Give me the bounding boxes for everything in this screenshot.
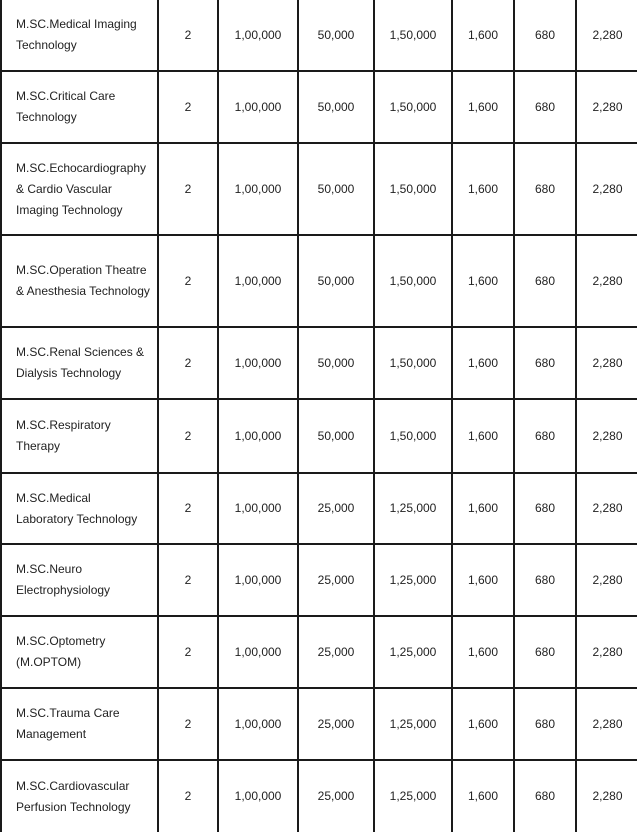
fee-c-cell: 2,280 [576,399,637,473]
table-row [1,760,637,832]
tuition-fee-cell: 1,00,000 [218,688,298,760]
total-fee-cell: 1,50,000 [374,399,452,473]
total-fee-cell: 1,25,000 [374,688,452,760]
fee-a-cell: 1,600 [452,327,514,399]
duration-cell: 2 [158,616,218,688]
fee-a-cell: 1,600 [452,0,514,71]
fee-c-cell: 2,280 [576,71,637,143]
course-name-cell: M.SC.Cardiovascular Perfusion Technology [1,760,158,832]
fee-c-cell: 2,280 [576,760,637,832]
fee-a-cell: 1,600 [452,143,514,235]
tuition-fee-cell: 1,00,000 [218,544,298,616]
fee-c-cell: 2,280 [576,327,637,399]
tuition-fee-cell: 1,00,000 [218,0,298,71]
other-fee-cell: 50,000 [298,235,374,327]
other-fee-cell: 50,000 [298,327,374,399]
table-row [1,327,637,399]
other-fee-cell: 25,000 [298,473,374,544]
table-row [1,143,637,235]
fee-a-cell: 1,600 [452,688,514,760]
fee-b-cell: 680 [514,760,576,832]
duration-cell: 2 [158,544,218,616]
duration-cell: 2 [158,235,218,327]
fee-c-cell: 2,280 [576,688,637,760]
course-name-cell: M.SC.Echocardiography & Cardio Vascular Imaging Technology [1,143,158,235]
fee-c-cell: 2,280 [576,0,637,71]
fee-b-cell: 680 [514,544,576,616]
fee-c-cell: 2,280 [576,143,637,235]
table-row [1,616,637,688]
fee-b-cell: 680 [514,0,576,71]
tuition-fee-cell: 1,00,000 [218,399,298,473]
fee-b-cell: 680 [514,143,576,235]
duration-cell: 2 [158,399,218,473]
course-name-cell: M.SC.Trauma Care Management [1,688,158,760]
fee-a-cell: 1,600 [452,399,514,473]
other-fee-cell: 25,000 [298,760,374,832]
fee-c-cell: 2,280 [576,473,637,544]
fee-a-cell: 1,600 [452,235,514,327]
fee-a-cell: 1,600 [452,71,514,143]
course-name-cell: M.SC.Neuro Electrophysiology [1,544,158,616]
table-row [1,71,637,143]
table-row [1,235,637,327]
other-fee-cell: 50,000 [298,0,374,71]
fee-c-cell: 2,280 [576,616,637,688]
table-row [1,399,637,473]
fee-b-cell: 680 [514,327,576,399]
other-fee-cell: 25,000 [298,616,374,688]
total-fee-cell: 1,50,000 [374,327,452,399]
total-fee-cell: 1,50,000 [374,71,452,143]
course-name-cell: M.SC.Respiratory Therapy [1,399,158,473]
tuition-fee-cell: 1,00,000 [218,143,298,235]
fee-b-cell: 680 [514,399,576,473]
fee-a-cell: 1,600 [452,760,514,832]
total-fee-cell: 1,25,000 [374,473,452,544]
course-name-cell: M.SC.Critical Care Technology [1,71,158,143]
course-name-cell: M.SC.Medical Imaging Technology [1,0,158,71]
table-row [1,544,637,616]
total-fee-cell: 1,25,000 [374,616,452,688]
fee-a-cell: 1,600 [452,544,514,616]
other-fee-cell: 50,000 [298,399,374,473]
tuition-fee-cell: 1,00,000 [218,616,298,688]
total-fee-cell: 1,50,000 [374,0,452,71]
fee-b-cell: 680 [514,71,576,143]
other-fee-cell: 25,000 [298,688,374,760]
other-fee-cell: 50,000 [298,71,374,143]
table-row [1,688,637,760]
total-fee-cell: 1,50,000 [374,235,452,327]
total-fee-cell: 1,25,000 [374,544,452,616]
other-fee-cell: 25,000 [298,544,374,616]
duration-cell: 2 [158,0,218,71]
fee-b-cell: 680 [514,473,576,544]
other-fee-cell: 50,000 [298,143,374,235]
course-name-cell: M.SC.Medical Laboratory Technology [1,473,158,544]
fee-b-cell: 680 [514,235,576,327]
duration-cell: 2 [158,473,218,544]
total-fee-cell: 1,25,000 [374,760,452,832]
fee-a-cell: 1,600 [452,616,514,688]
tuition-fee-cell: 1,00,000 [218,235,298,327]
duration-cell: 2 [158,760,218,832]
duration-cell: 2 [158,327,218,399]
table-row [1,473,637,544]
total-fee-cell: 1,50,000 [374,143,452,235]
fee-c-cell: 2,280 [576,544,637,616]
tuition-fee-cell: 1,00,000 [218,327,298,399]
tuition-fee-cell: 1,00,000 [218,760,298,832]
fee-a-cell: 1,600 [452,473,514,544]
tuition-fee-cell: 1,00,000 [218,71,298,143]
table-row [1,0,637,71]
fee-c-cell: 2,280 [576,235,637,327]
course-name-cell: M.SC.Operation Theatre & Anesthesia Technology [1,235,158,327]
fee-b-cell: 680 [514,616,576,688]
fee-b-cell: 680 [514,688,576,760]
course-name-cell: M.SC.Renal Sciences & Dialysis Technology [1,327,158,399]
duration-cell: 2 [158,688,218,760]
course-name-cell: M.SC.Optometry (M.OPTOM) [1,616,158,688]
duration-cell: 2 [158,71,218,143]
tuition-fee-cell: 1,00,000 [218,473,298,544]
duration-cell: 2 [158,143,218,235]
